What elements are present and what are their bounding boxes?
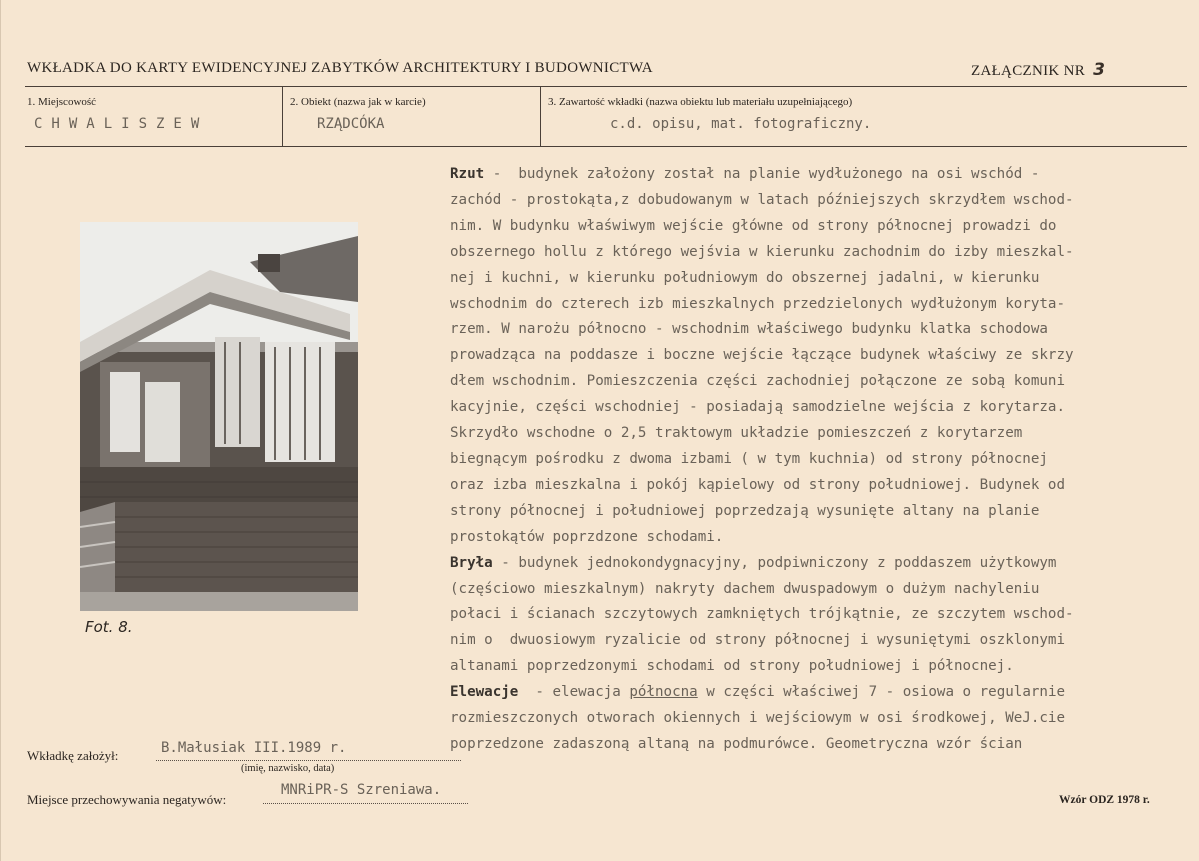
description-line — [450, 654, 1190, 680]
description-line — [450, 343, 1190, 369]
line-text: - elewacja — [518, 684, 630, 701]
line-text: altanami poprzedzonymi schodami od strony południowej i północnej. — [450, 658, 1014, 675]
description-line — [450, 680, 1190, 706]
description-line — [450, 292, 1190, 318]
line-text: prowadząca na poddasze i boczne wejście łączące budynek właściwy ze skrzy — [450, 347, 1074, 364]
annex-heading — [971, 60, 1105, 80]
header-bottom-rule — [25, 146, 1187, 147]
line-text: nim o dwuosiowym ryzalicie od strony północnej i wysuniętymi oszklonymi — [450, 632, 1065, 649]
line-text: rozmieszczonych otworach okiennych i wejściowym w osi środkowej, WeJ.cie — [450, 710, 1065, 727]
section-term: Bryła — [450, 554, 493, 571]
founder-dotted-line — [156, 760, 461, 761]
description-line — [450, 447, 1190, 473]
line-text: biegnącym pośrodku z dwoma izbami ( w tym kuchnia) od strony północnej — [450, 450, 1048, 467]
line-text: nim. W budynku właświwym wejście główne od strony północnej prowadzi do — [450, 217, 1057, 234]
description-line — [450, 499, 1190, 525]
section-term: Elewacje — [450, 684, 519, 701]
line-text: wschodnim do czterech izb mieszkalnych przedzielonych wydłużonym koryta- — [450, 295, 1065, 312]
building-photo — [80, 222, 358, 611]
negatives-label: Miejsce przechowywania negatywów: — [27, 792, 227, 807]
line-text: oraz izba mieszkalna i pokój kąpielowy od strony południowej. Budynek od — [450, 476, 1065, 493]
founder-hint: (imię, nazwisko, data) — [241, 763, 335, 774]
description-line — [450, 188, 1190, 214]
description-text — [450, 162, 1190, 758]
line-text: kacyjnie, części wschodniej - posiadają samodzielne wejścia z korytarza. — [450, 399, 1065, 416]
annex-number: 3 — [1093, 60, 1106, 80]
line-text: obszernego hollu z którego wejśvia w kierunku zachodnim do izby mieszkal- — [450, 243, 1074, 260]
line-text: rzem. W narożu północno - wschodnim właściwego budynku klatka schodowa — [450, 321, 1048, 338]
line-text: zachód - prostokąta,z dobudowanym w latach późniejszych skrzydłem wschod- — [450, 191, 1074, 208]
line-text: - budynek jednokondygnacyjny, podpiwniczony z poddaszem użytkowym — [492, 554, 1057, 571]
description-line — [450, 395, 1190, 421]
line-text: Skrzydło wschodne o 2,5 traktowym układzie pomieszczeń z korytarzem — [450, 425, 1023, 442]
description-line — [450, 732, 1190, 758]
form-version: Wzór ODZ 1978 r. — [1059, 794, 1150, 806]
underlined-word: północna — [629, 684, 698, 701]
object-value: RZĄDCÓKA — [317, 116, 385, 132]
description-line — [450, 369, 1190, 395]
line-text: dłem wschodnim. Pomieszczenia części zachodniej połączone ze sobą komuni — [450, 373, 1065, 390]
description-line — [450, 602, 1190, 628]
description-line — [450, 240, 1190, 266]
description-line — [450, 266, 1190, 292]
header-top-rule — [25, 86, 1187, 87]
founder-value: B.Małusiak III.1989 r. — [161, 740, 347, 756]
form-title: WKŁADKA DO KARTY EWIDENCYJNEJ ZABYTKÓW ARCHITEKTURY I BUDOWNICTWA — [27, 60, 653, 76]
field-divider-2 — [540, 86, 541, 146]
description-line — [450, 214, 1190, 240]
line-text: prostokątów poprzdzone schodami. — [450, 528, 724, 545]
section-term: Rzut — [450, 166, 485, 182]
photo-caption: Fot. 8. — [85, 618, 133, 636]
description-line — [450, 577, 1190, 603]
description-line — [450, 473, 1190, 499]
line-text: strony północnej i południowej poprzedzają wysunięte altany na planie — [450, 502, 1040, 519]
negatives-dotted-line — [263, 803, 468, 804]
line-text: połaci i ścianach szczytowych zamkniętych trójkątnie, ze szczytem wschod- — [450, 606, 1074, 623]
description-line — [450, 525, 1190, 551]
line-text: nej i kuchni, w kierunku południowym do obszernej jadalni, w kierunku — [450, 269, 1040, 286]
locality-value: CHWALISZEW — [34, 116, 209, 132]
description-line — [450, 162, 1190, 188]
founder-label: Wkładkę założył: — [27, 748, 119, 763]
negatives-value: MNRiPR-S Szreniawa. — [281, 782, 442, 798]
line-text: - budynek założony został na planie wydłużonego na osi wschód - — [484, 166, 1040, 182]
contents-value: c.d. opisu, mat. fotograficzny. — [610, 116, 872, 132]
description-line — [450, 628, 1190, 654]
field-divider-1 — [282, 86, 283, 146]
contents-label: 3. Zawartość wkładki (nazwa obiektu lub materiału uzupełniającego) — [548, 96, 853, 108]
line-text: poprzedzone zadaszoną altaną na podmurówce. Geometryczna wzór ścian — [450, 735, 1023, 752]
description-line — [450, 317, 1190, 343]
line-text-rest: w części właściwej 7 - osiowa o regularnie — [697, 684, 1066, 701]
locality-label: 1. Miejscowość — [27, 96, 97, 108]
line-text: (częściowo mieszkalnym) nakryty dachem dwuspadowym o dużym nachyleniu — [450, 580, 1040, 597]
description-line — [450, 421, 1190, 447]
object-label: 2. Obiekt (nazwa jak w karcie) — [290, 96, 426, 108]
description-line — [450, 706, 1190, 732]
annex-label: ZAŁĄCZNIK NR — [971, 63, 1086, 79]
description-line — [450, 551, 1190, 577]
veranda-photo-image — [80, 222, 358, 611]
